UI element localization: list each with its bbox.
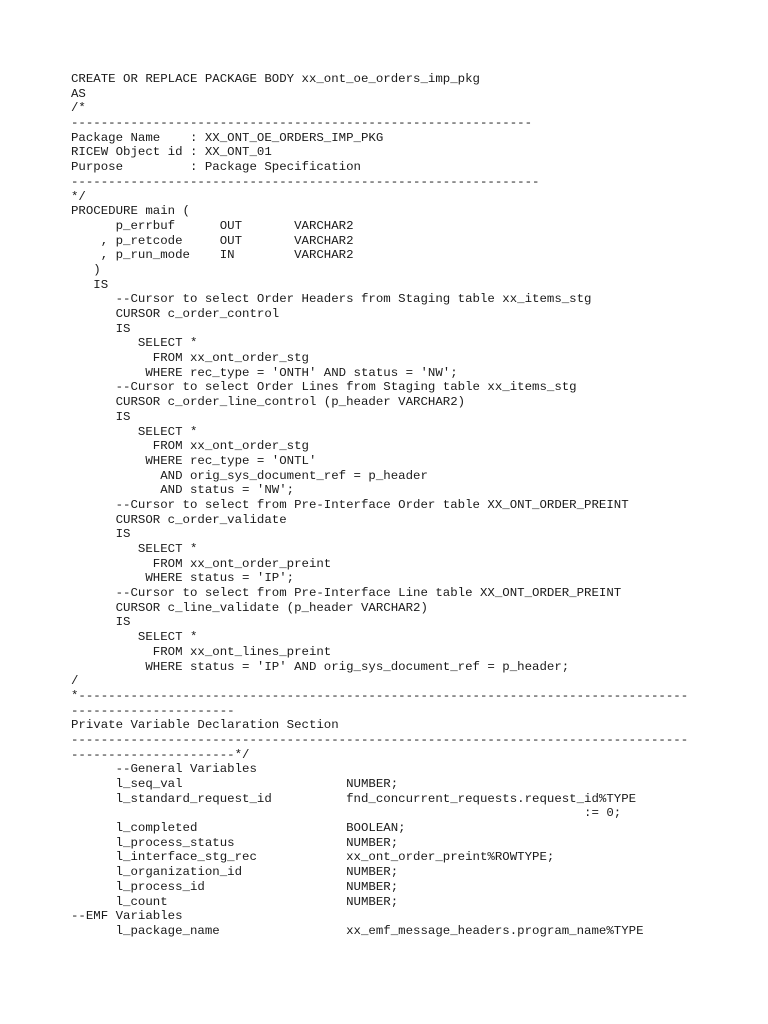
code-line: / xyxy=(71,674,79,689)
code-line: CURSOR c_line_validate (p_header VARCHAR2) xyxy=(71,600,428,615)
code-listing xyxy=(71,72,761,939)
code-line: PROCEDURE main ( xyxy=(71,204,190,219)
code-line: l_seq_val NUMBER; xyxy=(71,777,399,791)
code-line: --General Variables xyxy=(71,762,257,777)
code-line: CURSOR c_order_line_control (p_header VARCHAR2) xyxy=(71,395,466,410)
code-line: -------------------------------------------------------------- xyxy=(71,116,533,131)
code-line: --EMF Variables xyxy=(71,909,183,924)
code-line: WHERE status = 'IP'; xyxy=(71,571,295,586)
code-line: IS xyxy=(71,615,131,630)
code-line: Package Name : XX_ONT_OE_ORDERS_IMP_PKG xyxy=(71,130,384,145)
code-line: SELECT * xyxy=(71,630,198,645)
code-line: ---------------------- xyxy=(71,703,235,718)
code-line: WHERE status = 'IP' AND orig_sys_document_ref = p_header; xyxy=(71,659,570,674)
code-line: Purpose : Package Specification xyxy=(71,160,361,175)
code-line: SELECT * xyxy=(71,542,198,556)
code-line: FROM xx_ont_order_stg xyxy=(71,439,309,454)
code-line: --Cursor to select from Pre-Interface Line table XX_ONT_ORDER_PREINT xyxy=(71,586,622,601)
code-line: SELECT * xyxy=(71,336,198,351)
code-line: ) xyxy=(71,262,101,277)
code-line: l_interface_stg_rec xx_ont_order_preint%ROWTYPE; xyxy=(71,850,555,865)
code-line: := 0; xyxy=(71,806,622,821)
code-line: CURSOR c_order_control xyxy=(71,307,280,321)
code-line: IS xyxy=(71,321,131,336)
code-line: p_errbuf OUT VARCHAR2 xyxy=(71,218,354,233)
code-line: CURSOR c_order_validate xyxy=(71,512,287,527)
code-line: IS xyxy=(71,409,131,424)
code-line: AND orig_sys_document_ref = p_header xyxy=(71,468,428,483)
code-line: , p_retcode OUT VARCHAR2 xyxy=(71,233,354,248)
code-line: */ xyxy=(71,189,86,204)
code-line: /* xyxy=(71,101,86,116)
code-line: WHERE rec_type = 'ONTL' xyxy=(71,453,317,468)
code-line: ----------------------*/ xyxy=(71,747,250,762)
code-line: CREATE OR REPLACE PACKAGE BODY xx_ont_oe_orders_imp_pkg xyxy=(71,72,480,86)
code-line: FROM xx_ont_order_stg xyxy=(71,351,309,366)
code-line: l_process_id NUMBER; xyxy=(71,879,399,894)
code-line: , p_run_mode IN VARCHAR2 xyxy=(71,248,354,263)
code-line: l_standard_request_id fnd_concurrent_requests.request_id%TYPE xyxy=(71,791,637,806)
code-line: l_organization_id NUMBER; xyxy=(71,865,399,880)
code-line: WHERE rec_type = 'ONTH' AND status = 'NW'; xyxy=(71,365,458,380)
code-line: l_process_status NUMBER; xyxy=(71,835,399,850)
code-line: AND status = 'NW'; xyxy=(71,483,295,498)
code-line: SELECT * xyxy=(71,424,198,439)
code-line: l_package_name xx_emf_message_headers.program_name%TYPE xyxy=(71,923,644,938)
code-line: FROM xx_ont_order_preint xyxy=(71,556,332,571)
code-line: --Cursor to select from Pre-Interface Order table XX_ONT_ORDER_PREINT xyxy=(71,497,629,512)
code-line: --Cursor to select Order Lines from Staging table xx_items_stg xyxy=(71,380,577,395)
code-line: l_completed BOOLEAN; xyxy=(71,821,406,836)
code-line: IS xyxy=(71,277,109,292)
code-line: --Cursor to select Order Headers from Staging table xx_items_stg xyxy=(71,292,592,307)
code-line: ----------------------------------------------------------------------------------- xyxy=(71,732,689,747)
code-line: IS xyxy=(71,527,131,542)
code-line: Private Variable Declaration Section xyxy=(71,718,339,733)
code-line: RICEW Object id : XX_ONT_01 xyxy=(71,145,272,160)
code-line: *---------------------------------------------------------------------------------- xyxy=(71,688,689,703)
code-line: --------------------------------------------------------------- xyxy=(71,174,540,189)
code-line: FROM xx_ont_lines_preint xyxy=(71,644,332,659)
code-line: l_count NUMBER; xyxy=(71,894,399,909)
code-line: AS xyxy=(71,86,86,101)
